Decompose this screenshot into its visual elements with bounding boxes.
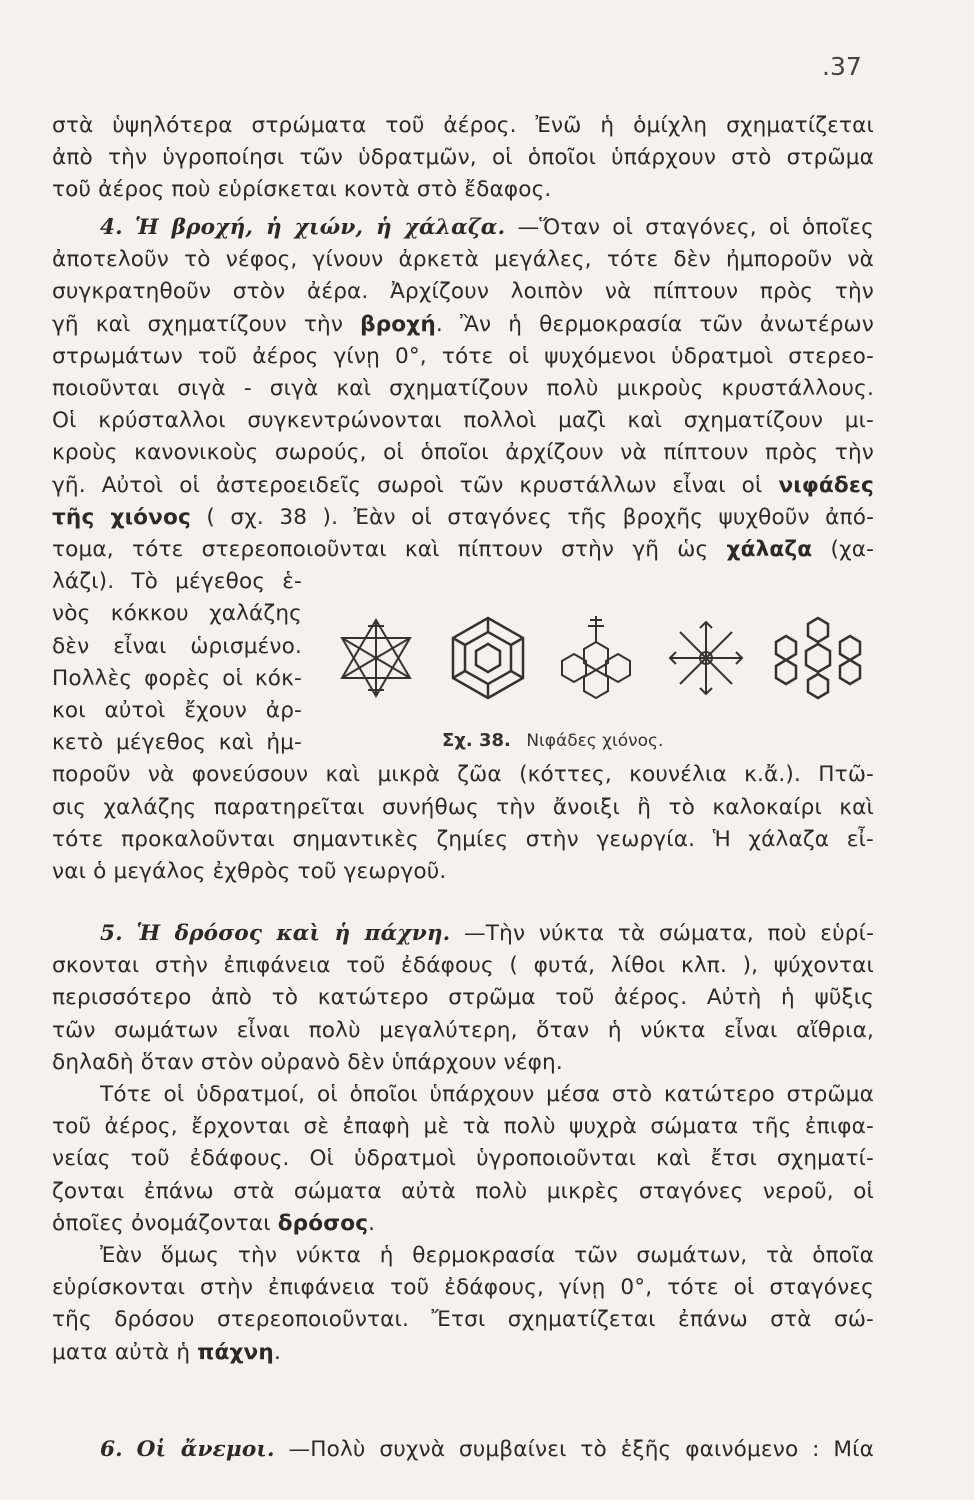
section-heading-line (52, 1434, 874, 1466)
text-fragment: ὁποῖες ὀνομάζονται (52, 1210, 271, 1236)
text-line: κοι αὐτοὶ ἔχουν ἀρ- (52, 698, 302, 724)
text-fragment: ματα αὐτὰ ἡ (52, 1339, 191, 1365)
text-line (52, 502, 874, 534)
term-rain: βροχή (360, 311, 436, 337)
text-line: κετὸ μέγεθος καὶ ἠμ- (52, 730, 302, 756)
section-number: 6. (100, 1437, 123, 1462)
text-line: τῶν σωμάτων εἶναι πολὺ μεγαλύτερη, ὅταν ἡ νύκτα εἶναι αἴθρια, (52, 1017, 874, 1043)
term-frost: πάχνη (197, 1339, 274, 1365)
text-line: ἀπὸ τὴν ὑγροποίησι τῶν ὑδρατμῶν, οἱ ὁποῖοι ὑπάρχουν στὸ στρῶμα (52, 145, 874, 171)
text-fragment: . Ἂν ἡ θερμοκρασία τῶν ἀνωτέρων (435, 311, 874, 337)
section-title: Οἱ ἄνεμοι. (136, 1437, 275, 1462)
text-fragment: —Τὴν νύκτα τὰ σώματα, ποὺ εὑρί- (464, 921, 875, 946)
text-line: συγκρατηθοῦν στὸν ἀέρα. Ἀρχίζουν λοιπὸν νὰ πίπτουν πρὸς τὴν (52, 279, 874, 305)
text-fragment: —Πολὺ συχνὰ συμβαίνει τὸ ἑξῆς φαινόμενο : Μία (288, 1437, 874, 1462)
snowflake-figure (330, 612, 875, 704)
text-line (52, 1337, 874, 1369)
term-snowflakes: νιφάδες (778, 472, 874, 498)
text-line: νὸς κόκκου χαλάζης (52, 601, 302, 627)
page-number: .37 (822, 52, 862, 81)
figure-number: Σχ. 38. (442, 730, 511, 751)
term-of-snow: τῆς χιόνος (52, 504, 191, 530)
section-number: 4. (100, 215, 123, 240)
section-number: 5. (100, 921, 123, 946)
section-title: Ἡ βροχή, ἡ χιών, ἡ χάλαζα. (135, 215, 506, 240)
text-line: ποιοῦνται σιγὰ - σιγὰ καὶ σχηματίζουν πολὺ μικροὺς κρυστάλλους. (52, 376, 874, 402)
text-line: δὲν εἶναι ὡρισμένο. (52, 633, 302, 659)
text-line: κροὺς κανονικοὺς σωρούς, οἱ ὁποῖοι ἀρχίζουν νὰ πίπτουν πρὸς τὴν (52, 440, 874, 466)
snowflake-fern-icon (660, 612, 752, 704)
text-line: σις χαλάζης παρατηρεῖται συνήθως τὴν ἄνοιξι ἢ τὸ καλοκαίρι καὶ (52, 794, 874, 820)
text-fragment: . (368, 1210, 376, 1236)
text-line (52, 1208, 874, 1240)
intro-paragraph (52, 110, 874, 207)
text-fragment: γῆ καὶ σχηματίζουν τὴν (52, 311, 344, 337)
text-line: τότε προκαλοῦνται σημαντικὲς ζημίες στὴν γεωργία. Ἡ χάλαζα εἶ- (52, 826, 874, 852)
snowflake-star-icon (330, 612, 422, 704)
text-fragment: τομα, τότε στερεοποιοῦνται καὶ πίπτουν στὴν γῆ ὡς (52, 537, 709, 563)
text-line: ποροῦν νὰ φονεύσουν καὶ μικρὰ ζῶα (κόττες, κουνέλια κ.ἄ.). Πτῶ- (52, 762, 874, 788)
snowflake-cluster-icon (550, 612, 642, 704)
text-line (52, 309, 874, 341)
term-hail: χάλαζα (726, 537, 813, 563)
text-fragment: —Ὅταν οἱ σταγόνες, οἱ ὁποῖες (517, 215, 874, 240)
snowflake-hexagon-icon (442, 612, 534, 704)
section-4 (52, 212, 874, 888)
text-fragment: (χα- (830, 537, 875, 563)
figure-caption-text: Νιφάδες χιόνος. (526, 731, 664, 751)
text-line: Οἱ κρύσταλλοι συγκεντρώνονται πολλοὶ μαζὶ καὶ σχηματίζουν μι- (52, 408, 874, 434)
text-line: στρωμάτων τοῦ ἀέρος γίνῃ 0°, τότε οἱ ψυχόμενοι ὑδρατμοὶ στερεο- (52, 343, 874, 369)
text-line (52, 534, 874, 566)
text-fragment: ( σχ. 38 ). Ἐὰν οἱ σταγόνες τῆς βροχῆς ψυχθοῦν ἀπό- (206, 504, 875, 530)
section-heading-line (52, 918, 874, 950)
text-line: Πολλὲς φορὲς οἱ κόκ- (52, 665, 302, 691)
text-line: εὑρίσκονται στὴν ἐπιφάνεια τοῦ ἐδάφους, γίνῃ 0°, τότε οἱ σταγόνες (52, 1275, 874, 1301)
snowflake-plate-icon (772, 612, 864, 704)
text-line: σκονται στὴν ἐπιφάνεια τοῦ ἐδάφους ( φυτά, λίθοι κλπ. ), ψύχονται (52, 953, 874, 979)
text-line: περισσότερο ἀπὸ τὸ κατώτερο στρῶμα τοῦ ἀέρος. Αὐτὴ ἡ ψῦξις (52, 985, 874, 1011)
text-fragment: . (273, 1339, 281, 1365)
section-heading-line (52, 212, 874, 244)
text-line: Ἐὰν ὅμως τὴν νύκτα ἡ θερμοκρασία τῶν σωμάτων, τὰ ὁποῖα (100, 1243, 874, 1269)
text-line: στὰ ὑψηλότερα στρώματα τοῦ ἀέρος. Ἐνῶ ἡ ὁμίχλη σχηματίζεται (52, 113, 874, 138)
text-line (52, 470, 874, 502)
text-line: ναι ὁ μεγάλος ἐχθρὸς τοῦ γεωργοῦ. (52, 859, 447, 885)
figure-caption (442, 730, 663, 751)
text-line: τοῦ ἀέρος, ἔρχονται σὲ ἐπαφὴ μὲ τὰ πολὺ ψυχρὰ σώματα τῆς ἐπιφα- (52, 1114, 874, 1140)
section-title: Ἡ δρόσος καὶ ἡ πάχνη. (136, 921, 451, 946)
term-dew: δρόσος (277, 1210, 369, 1236)
section-5 (52, 918, 874, 1369)
text-line: λάζι). Τὸ μέγεθος ἑ- (52, 569, 302, 595)
text-fragment: γῆ. Αὐτοὶ οἱ ἀστεροειδεῖς σωροὶ τῶν κρυστάλλων εἶναι οἱ (52, 472, 763, 498)
text-line: ζονται ἐπάνω στὰ σώματα αὐτὰ πολὺ μικρὲς σταγόνες νεροῦ, οἱ (52, 1178, 874, 1204)
text-line: ἀποτελοῦν τὸ νέφος, γίνουν ἀρκετὰ μεγάλες, τότε δὲν ἠμποροῦν νὰ (52, 247, 874, 273)
section-6 (52, 1434, 874, 1466)
text-line: τοῦ ἀέρος ποὺ εὑρίσκεται κοντὰ στὸ ἔδαφος. (52, 177, 552, 203)
text-line: νείας τοῦ ἐδάφους. Οἱ ὑδρατμοὶ ὑγροποιοῦνται καὶ ἔτσι σχηματί- (52, 1146, 874, 1172)
text-line: τῆς δρόσου στερεοποιοῦνται. Ἔτσι σχηματίζεται ἐπάνω στὰ σώ- (52, 1307, 874, 1333)
text-line: δηλαδὴ ὅταν στὸν οὐρανὸ δὲν ὑπάρχουν νέφη. (52, 1049, 563, 1075)
text-line: Τότε οἱ ὑδρατμοί, οἱ ὁποῖοι ὑπάρχουν μέσα στὸ κατώτερο στρῶμα (100, 1082, 874, 1108)
